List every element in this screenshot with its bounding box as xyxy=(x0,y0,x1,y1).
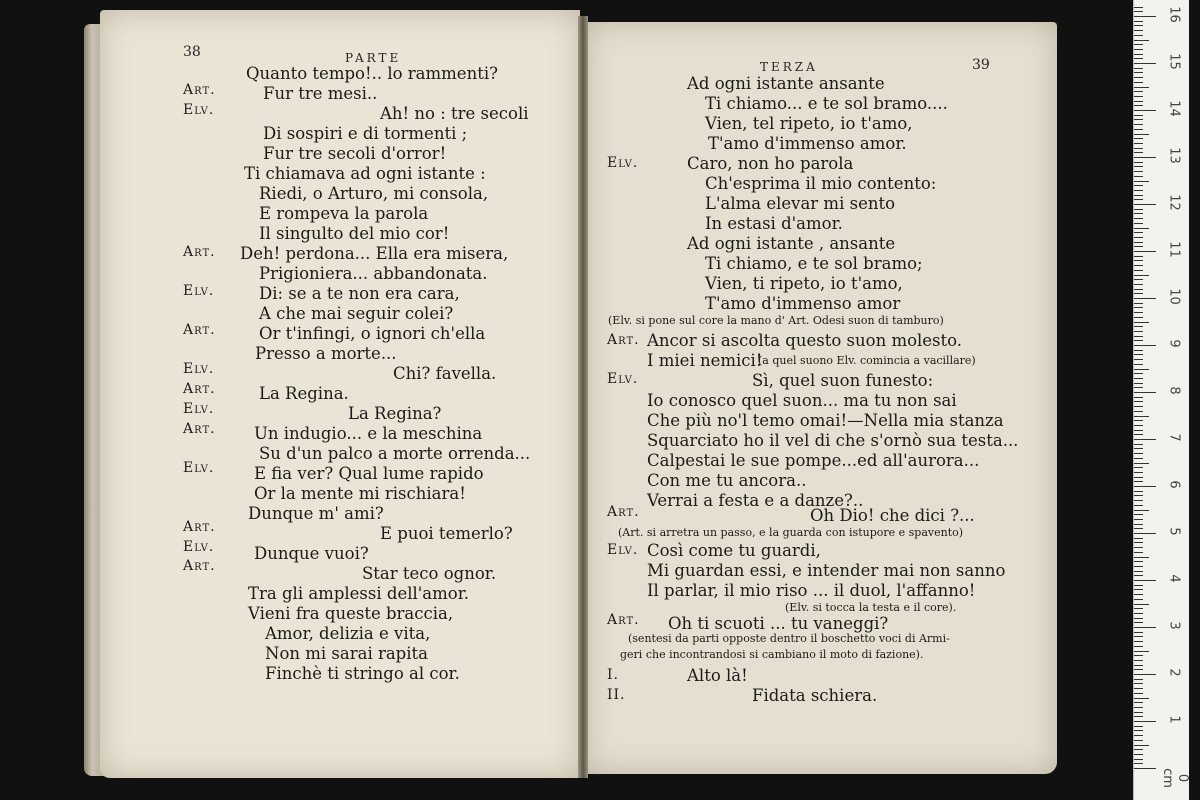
ruler-tick xyxy=(1134,303,1143,304)
ruler-number: 1 xyxy=(1166,715,1182,724)
ruler-tick xyxy=(1134,124,1143,125)
ruler-tick xyxy=(1134,162,1143,163)
ruler-number: 11 xyxy=(1166,241,1182,258)
ruler-tick xyxy=(1134,181,1149,182)
ruler-tick xyxy=(1134,289,1143,290)
ruler-tick xyxy=(1134,148,1143,149)
ruler-tick xyxy=(1134,542,1143,543)
left-running-header: PARTE xyxy=(345,51,402,65)
ruler-tick xyxy=(1134,237,1143,238)
ruler-tick xyxy=(1134,110,1156,111)
ruler-tick xyxy=(1134,115,1143,116)
ruler-tick xyxy=(1134,364,1143,365)
ruler-tick xyxy=(1134,679,1143,680)
ruler-tick xyxy=(1134,387,1143,388)
ruler-tick xyxy=(1134,166,1143,167)
speaker-label: Art. xyxy=(607,504,640,520)
speaker-label: Elv. xyxy=(607,155,639,171)
ruler-tick xyxy=(1134,735,1143,736)
ruler-tick xyxy=(1134,411,1143,412)
ruler-tick xyxy=(1134,199,1143,200)
ruler-tick xyxy=(1134,660,1143,661)
stage-direction: (Elv. si tocca la testa e il core). xyxy=(785,601,957,614)
ruler-tick xyxy=(1134,622,1143,623)
ruler-tick xyxy=(1134,444,1143,445)
ruler-tick xyxy=(1134,651,1149,652)
ruler-tick xyxy=(1134,82,1143,83)
ruler-tick xyxy=(1134,665,1143,666)
ruler-number: 15 xyxy=(1166,53,1182,70)
verse-line: T'amo d'immenso amor. xyxy=(708,134,907,153)
ruler-tick xyxy=(1134,698,1149,699)
verse-line: Chi? favella. xyxy=(393,364,497,383)
ruler-tick xyxy=(1134,430,1143,431)
ruler-number: 7 xyxy=(1166,433,1182,442)
ruler-tick xyxy=(1134,604,1149,605)
ruler-tick xyxy=(1134,213,1143,214)
ruler-tick xyxy=(1134,293,1143,294)
ruler-tick xyxy=(1134,477,1143,478)
ruler-tick xyxy=(1134,359,1143,360)
ruler-tick xyxy=(1134,87,1149,88)
ruler-tick xyxy=(1134,608,1143,609)
ruler-tick xyxy=(1134,209,1143,210)
speaker-label: Elv. xyxy=(183,102,215,118)
ruler-tick xyxy=(1134,218,1143,219)
verse-line: Riedi, o Arturo, mi consola, xyxy=(259,184,489,203)
ruler-tick xyxy=(1134,707,1143,708)
verse-line: Ti chiamava ad ogni istante : xyxy=(244,164,486,183)
ruler-tick xyxy=(1134,721,1156,722)
ruler-tick xyxy=(1134,575,1143,576)
ruler-tick xyxy=(1134,768,1156,769)
verse-line: Prigioniera... abbandonata. xyxy=(259,264,488,283)
ruler-tick xyxy=(1134,688,1143,689)
speaker-label: Art. xyxy=(183,519,216,535)
book-gutter xyxy=(578,16,588,778)
ruler-tick xyxy=(1134,129,1143,130)
ruler-tick xyxy=(1134,11,1143,12)
ruler-tick xyxy=(1134,566,1143,567)
verse-line: Ch'esprima il mio contento: xyxy=(705,174,937,193)
ruler-tick xyxy=(1134,7,1143,8)
ruler-tick xyxy=(1134,49,1143,50)
ruler-tick xyxy=(1134,580,1156,581)
speaker-label: Art. xyxy=(183,421,216,437)
verse-line: Fur tre secoli d'orror! xyxy=(263,144,447,163)
verse-line: E fia ver? Qual lume rapido xyxy=(254,464,484,483)
verse-line: A che mai seguir colei? xyxy=(259,304,454,323)
speaker-label: Elv. xyxy=(183,401,215,417)
ruler-tick xyxy=(1134,331,1143,332)
ruler-tick xyxy=(1134,251,1156,252)
ruler-tick xyxy=(1134,641,1143,642)
ruler-tick xyxy=(1134,35,1143,36)
verse-line: Ah! no : tre secoli xyxy=(380,104,529,123)
verse-line: Dunque vuoi? xyxy=(254,544,369,563)
ruler-tick xyxy=(1134,716,1143,717)
verse-line: Oh Dio! che dici ?... xyxy=(810,506,975,525)
left-page-number: 38 xyxy=(183,44,201,60)
ruler-tick xyxy=(1134,524,1143,525)
verse-line: Ad ogni istante , ansante xyxy=(687,234,896,253)
ruler-tick xyxy=(1134,228,1149,229)
right-running-header: TERZA xyxy=(760,60,818,74)
verse-line: Finchè ti stringo al cor. xyxy=(265,664,460,683)
ruler-tick xyxy=(1134,204,1156,205)
ruler-tick xyxy=(1134,340,1143,341)
ruler-tick xyxy=(1134,589,1143,590)
ruler-number: 8 xyxy=(1166,386,1182,395)
stage-direction: (a quel suono Elv. comincia a vacillare) xyxy=(758,354,976,367)
ruler-tick xyxy=(1134,730,1143,731)
ruler-tick xyxy=(1134,152,1143,153)
ruler-tick xyxy=(1134,749,1143,750)
ruler-tick xyxy=(1134,101,1143,102)
ruler-tick xyxy=(1134,134,1149,135)
verse-line: Il parlar, il mio riso ... il duol, l'affanno! xyxy=(647,581,976,600)
ruler-tick xyxy=(1134,345,1156,346)
ruler-tick xyxy=(1134,472,1143,473)
ruler-number: 6 xyxy=(1166,480,1182,489)
speaker-label: Art. xyxy=(607,332,640,348)
ruler-tick xyxy=(1134,279,1143,280)
ruler-tick xyxy=(1134,693,1143,694)
speaker-label: Art. xyxy=(183,322,216,338)
verse-line: Mi guardan essi, e intender mai non sanno xyxy=(647,561,1006,580)
ruler-number: 4 xyxy=(1166,574,1182,583)
verse-line: Star teco ognor. xyxy=(362,564,497,583)
ruler-tick xyxy=(1134,195,1143,196)
ruler-tick xyxy=(1134,599,1143,600)
verse-line: Fur tre mesi.. xyxy=(263,84,378,103)
stage-direction: geri che incontrandosi si cambiano il moto di fazione). xyxy=(620,648,924,661)
verse-line: Or la mente mi rischiara! xyxy=(254,484,466,503)
verse-line: Caro, non ho parola xyxy=(687,154,854,173)
ruler-tick xyxy=(1134,354,1143,355)
ruler-tick xyxy=(1134,58,1143,59)
ruler-tick xyxy=(1134,491,1143,492)
verse-line: Verrai a festa e a danze?.. xyxy=(647,491,864,510)
ruler-tick xyxy=(1134,406,1143,407)
verse-line: Ancor si ascolta questo suon molesto. xyxy=(647,331,963,350)
ruler-tick xyxy=(1134,25,1143,26)
speaker-label: Elv. xyxy=(183,460,215,476)
ruler-tick xyxy=(1134,246,1143,247)
ruler-tick xyxy=(1134,740,1143,741)
verse-line: Non mi sarai rapita xyxy=(265,644,428,663)
ruler-tick xyxy=(1134,618,1143,619)
verse-line: La Regina? xyxy=(348,404,442,423)
ruler-tick xyxy=(1134,636,1143,637)
ruler-tick xyxy=(1134,307,1143,308)
ruler-tick xyxy=(1134,453,1143,454)
ruler-tick xyxy=(1134,669,1143,670)
measurement-ruler xyxy=(1133,0,1189,800)
verse-line: In estasi d'amor. xyxy=(705,214,843,233)
ruler-tick xyxy=(1134,185,1143,186)
ruler-number: 10 xyxy=(1166,288,1182,305)
verse-line: Che più no'l temo omai!—Nella mia stanza xyxy=(647,411,1004,430)
ruler-tick xyxy=(1134,96,1143,97)
ruler-tick xyxy=(1134,242,1143,243)
ruler-tick xyxy=(1134,655,1143,656)
ruler-tick xyxy=(1134,463,1149,464)
verse-line: E puoi temerlo? xyxy=(380,524,513,543)
ruler-tick xyxy=(1134,538,1143,539)
ruler-tick xyxy=(1134,712,1143,713)
verse-line: Dunque m' ami? xyxy=(248,504,384,523)
ruler-unit-label: 0 cm xyxy=(1160,768,1190,788)
ruler-tick xyxy=(1134,265,1143,266)
ruler-tick xyxy=(1134,171,1143,172)
speaker-label: Elv. xyxy=(183,283,215,299)
ruler-tick xyxy=(1134,77,1143,78)
ruler-tick xyxy=(1134,528,1143,529)
ruler-tick xyxy=(1134,397,1143,398)
ruler-tick xyxy=(1134,420,1143,421)
ruler-tick xyxy=(1134,557,1149,558)
speaker-label: Art. xyxy=(183,244,216,260)
verse-line: Ti chiamo... e te sol bramo.... xyxy=(705,94,948,113)
ruler-tick xyxy=(1134,683,1143,684)
ruler-tick xyxy=(1134,260,1143,261)
ruler-tick xyxy=(1134,646,1143,647)
speaker-label: Elv. xyxy=(183,361,215,377)
ruler-tick xyxy=(1134,16,1156,17)
verse-line: Fidata schiera. xyxy=(752,686,878,705)
ruler-tick xyxy=(1134,561,1143,562)
verse-line: Di: se a te non era cara, xyxy=(259,284,460,303)
ruler-tick xyxy=(1134,373,1143,374)
ruler-tick xyxy=(1134,467,1143,468)
ruler-tick xyxy=(1134,350,1143,351)
ruler-tick xyxy=(1134,763,1143,764)
speaker-label: Elv. xyxy=(183,539,215,555)
ruler-tick xyxy=(1134,547,1143,548)
stage-direction: (Elv. si pone sul core la mano d' Art. Odesi suon di tamburo) xyxy=(608,314,944,327)
verse-line: Squarciato ho il vel di che s'ornò sua testa... xyxy=(647,431,1019,450)
verse-line: Il singulto del mio cor! xyxy=(259,224,450,243)
speaker-label: Art. xyxy=(183,381,216,397)
verse-line: L'alma elevar mi sento xyxy=(705,194,896,213)
ruler-number: 9 xyxy=(1166,339,1182,348)
verse-line: Così come tu guardi, xyxy=(647,541,821,560)
speaker-label: Elv. xyxy=(607,371,639,387)
ruler-tick xyxy=(1134,674,1156,675)
verse-line: Vien, ti ripeto, io t'amo, xyxy=(705,274,903,293)
ruler-tick xyxy=(1134,745,1149,746)
ruler-tick xyxy=(1134,458,1143,459)
ruler-tick xyxy=(1134,514,1143,515)
ruler-tick xyxy=(1134,552,1143,553)
speaker-label: Art. xyxy=(183,558,216,574)
verse-line: La Regina. xyxy=(259,384,349,403)
right-page-number: 39 xyxy=(972,57,990,73)
ruler-tick xyxy=(1134,223,1143,224)
ruler-tick xyxy=(1134,270,1143,271)
speaker-label: I. xyxy=(607,667,619,683)
stage-direction: (sentesi da parti opposte dentro il boschetto voci di Armi- xyxy=(628,632,950,645)
verse-line: Un indugio... e la meschina xyxy=(254,424,483,443)
verse-line: Io conosco quel suon... ma tu non sai xyxy=(647,391,957,410)
ruler-number: 16 xyxy=(1166,6,1182,23)
ruler-tick xyxy=(1134,481,1143,482)
verse-line: Presso a morte... xyxy=(255,344,397,363)
ruler-number: 3 xyxy=(1166,621,1182,630)
ruler-tick xyxy=(1134,571,1143,572)
ruler-tick xyxy=(1134,613,1143,614)
ruler-tick xyxy=(1134,143,1143,144)
speaker-label: II. xyxy=(607,687,626,703)
verse-line: T'amo d'immenso amor xyxy=(705,294,901,313)
ruler-tick xyxy=(1134,702,1143,703)
ruler-tick xyxy=(1134,439,1156,440)
ruler-tick xyxy=(1134,317,1143,318)
speaker-label: Elv. xyxy=(607,542,639,558)
ruler-tick xyxy=(1134,336,1143,337)
ruler-tick xyxy=(1134,510,1149,511)
verse-line: Deh! perdona... Ella era misera, xyxy=(240,244,509,263)
speaker-label: Art. xyxy=(183,82,216,98)
ruler-tick xyxy=(1134,119,1143,120)
ruler-tick xyxy=(1134,448,1143,449)
verse-line: Sì, quel suon funesto: xyxy=(752,371,934,390)
verse-line: Con me tu ancora.. xyxy=(647,471,807,490)
verse-line: I miei nemici! xyxy=(647,351,763,370)
ruler-tick xyxy=(1134,298,1156,299)
ruler-tick xyxy=(1134,322,1149,323)
verse-line: Vien, tel ripeto, io t'amo, xyxy=(705,114,913,133)
verse-line: Tra gli amplessi dell'amor. xyxy=(248,584,470,603)
ruler-tick xyxy=(1134,63,1156,64)
speaker-label: Art. xyxy=(607,612,640,628)
verse-line: Oh ti scuoti ... tu vaneggi? xyxy=(668,614,889,633)
ruler-tick xyxy=(1134,754,1143,755)
stage-direction: (Art. si arretra un passo, e la guarda con istupore e spavento) xyxy=(618,526,964,539)
ruler-tick xyxy=(1134,275,1149,276)
ruler-tick xyxy=(1134,585,1143,586)
ruler-tick xyxy=(1134,500,1143,501)
ruler-tick xyxy=(1134,726,1143,727)
ruler-tick xyxy=(1134,68,1143,69)
ruler-tick xyxy=(1134,105,1143,106)
verse-line: Ad ogni istante ansante xyxy=(687,74,885,93)
verse-line: Amor, delizia e vita, xyxy=(265,624,431,643)
ruler-tick xyxy=(1134,392,1156,393)
ruler-tick xyxy=(1134,369,1149,370)
ruler-tick xyxy=(1134,138,1143,139)
ruler-tick xyxy=(1134,326,1143,327)
ruler-tick xyxy=(1134,44,1143,45)
ruler-tick xyxy=(1134,232,1143,233)
ruler-tick xyxy=(1134,759,1143,760)
ruler-number: 14 xyxy=(1166,100,1182,117)
ruler-tick xyxy=(1134,30,1143,31)
verse-line: E rompeva la parola xyxy=(259,204,429,223)
ruler-number: 12 xyxy=(1166,194,1182,211)
verse-line: Di sospiri e di tormenti ; xyxy=(263,124,468,143)
ruler-tick xyxy=(1134,157,1156,158)
ruler-tick xyxy=(1134,416,1149,417)
ruler-tick xyxy=(1134,594,1143,595)
ruler-tick xyxy=(1134,378,1143,379)
ruler-tick xyxy=(1134,632,1143,633)
ruler-tick xyxy=(1134,312,1143,313)
ruler-tick xyxy=(1134,486,1156,487)
ruler-number: 5 xyxy=(1166,527,1182,536)
ruler-tick xyxy=(1134,176,1143,177)
verse-line: Su d'un palco a morte orrenda... xyxy=(259,444,531,463)
ruler-tick xyxy=(1134,505,1143,506)
ruler-tick xyxy=(1134,91,1143,92)
verse-line: Or t'infingi, o ignori ch'ella xyxy=(259,324,486,343)
ruler-tick xyxy=(1134,383,1143,384)
verse-line: Calpestai le sue pompe...ed all'aurora... xyxy=(647,451,980,470)
ruler-number: 2 xyxy=(1166,668,1182,677)
verse-line: Alto là! xyxy=(687,666,748,685)
ruler-tick xyxy=(1134,256,1143,257)
ruler-tick xyxy=(1134,284,1143,285)
ruler-tick xyxy=(1134,519,1143,520)
ruler-tick xyxy=(1134,190,1143,191)
ruler-tick xyxy=(1134,533,1156,534)
verse-line: Ti chiamo, e te sol bramo; xyxy=(705,254,923,273)
ruler-tick xyxy=(1134,72,1143,73)
ruler-tick xyxy=(1134,21,1143,22)
ruler-tick xyxy=(1134,495,1143,496)
ruler-tick xyxy=(1134,40,1149,41)
ruler-tick xyxy=(1134,627,1156,628)
ruler-number: 13 xyxy=(1166,147,1182,164)
ruler-tick xyxy=(1134,425,1143,426)
ruler-tick xyxy=(1134,401,1143,402)
ruler-tick xyxy=(1134,54,1143,55)
verse-line: Vieni fra queste braccia, xyxy=(248,604,454,623)
verse-line: Quanto tempo!.. lo rammenti? xyxy=(246,64,498,83)
ruler-tick xyxy=(1134,434,1143,435)
